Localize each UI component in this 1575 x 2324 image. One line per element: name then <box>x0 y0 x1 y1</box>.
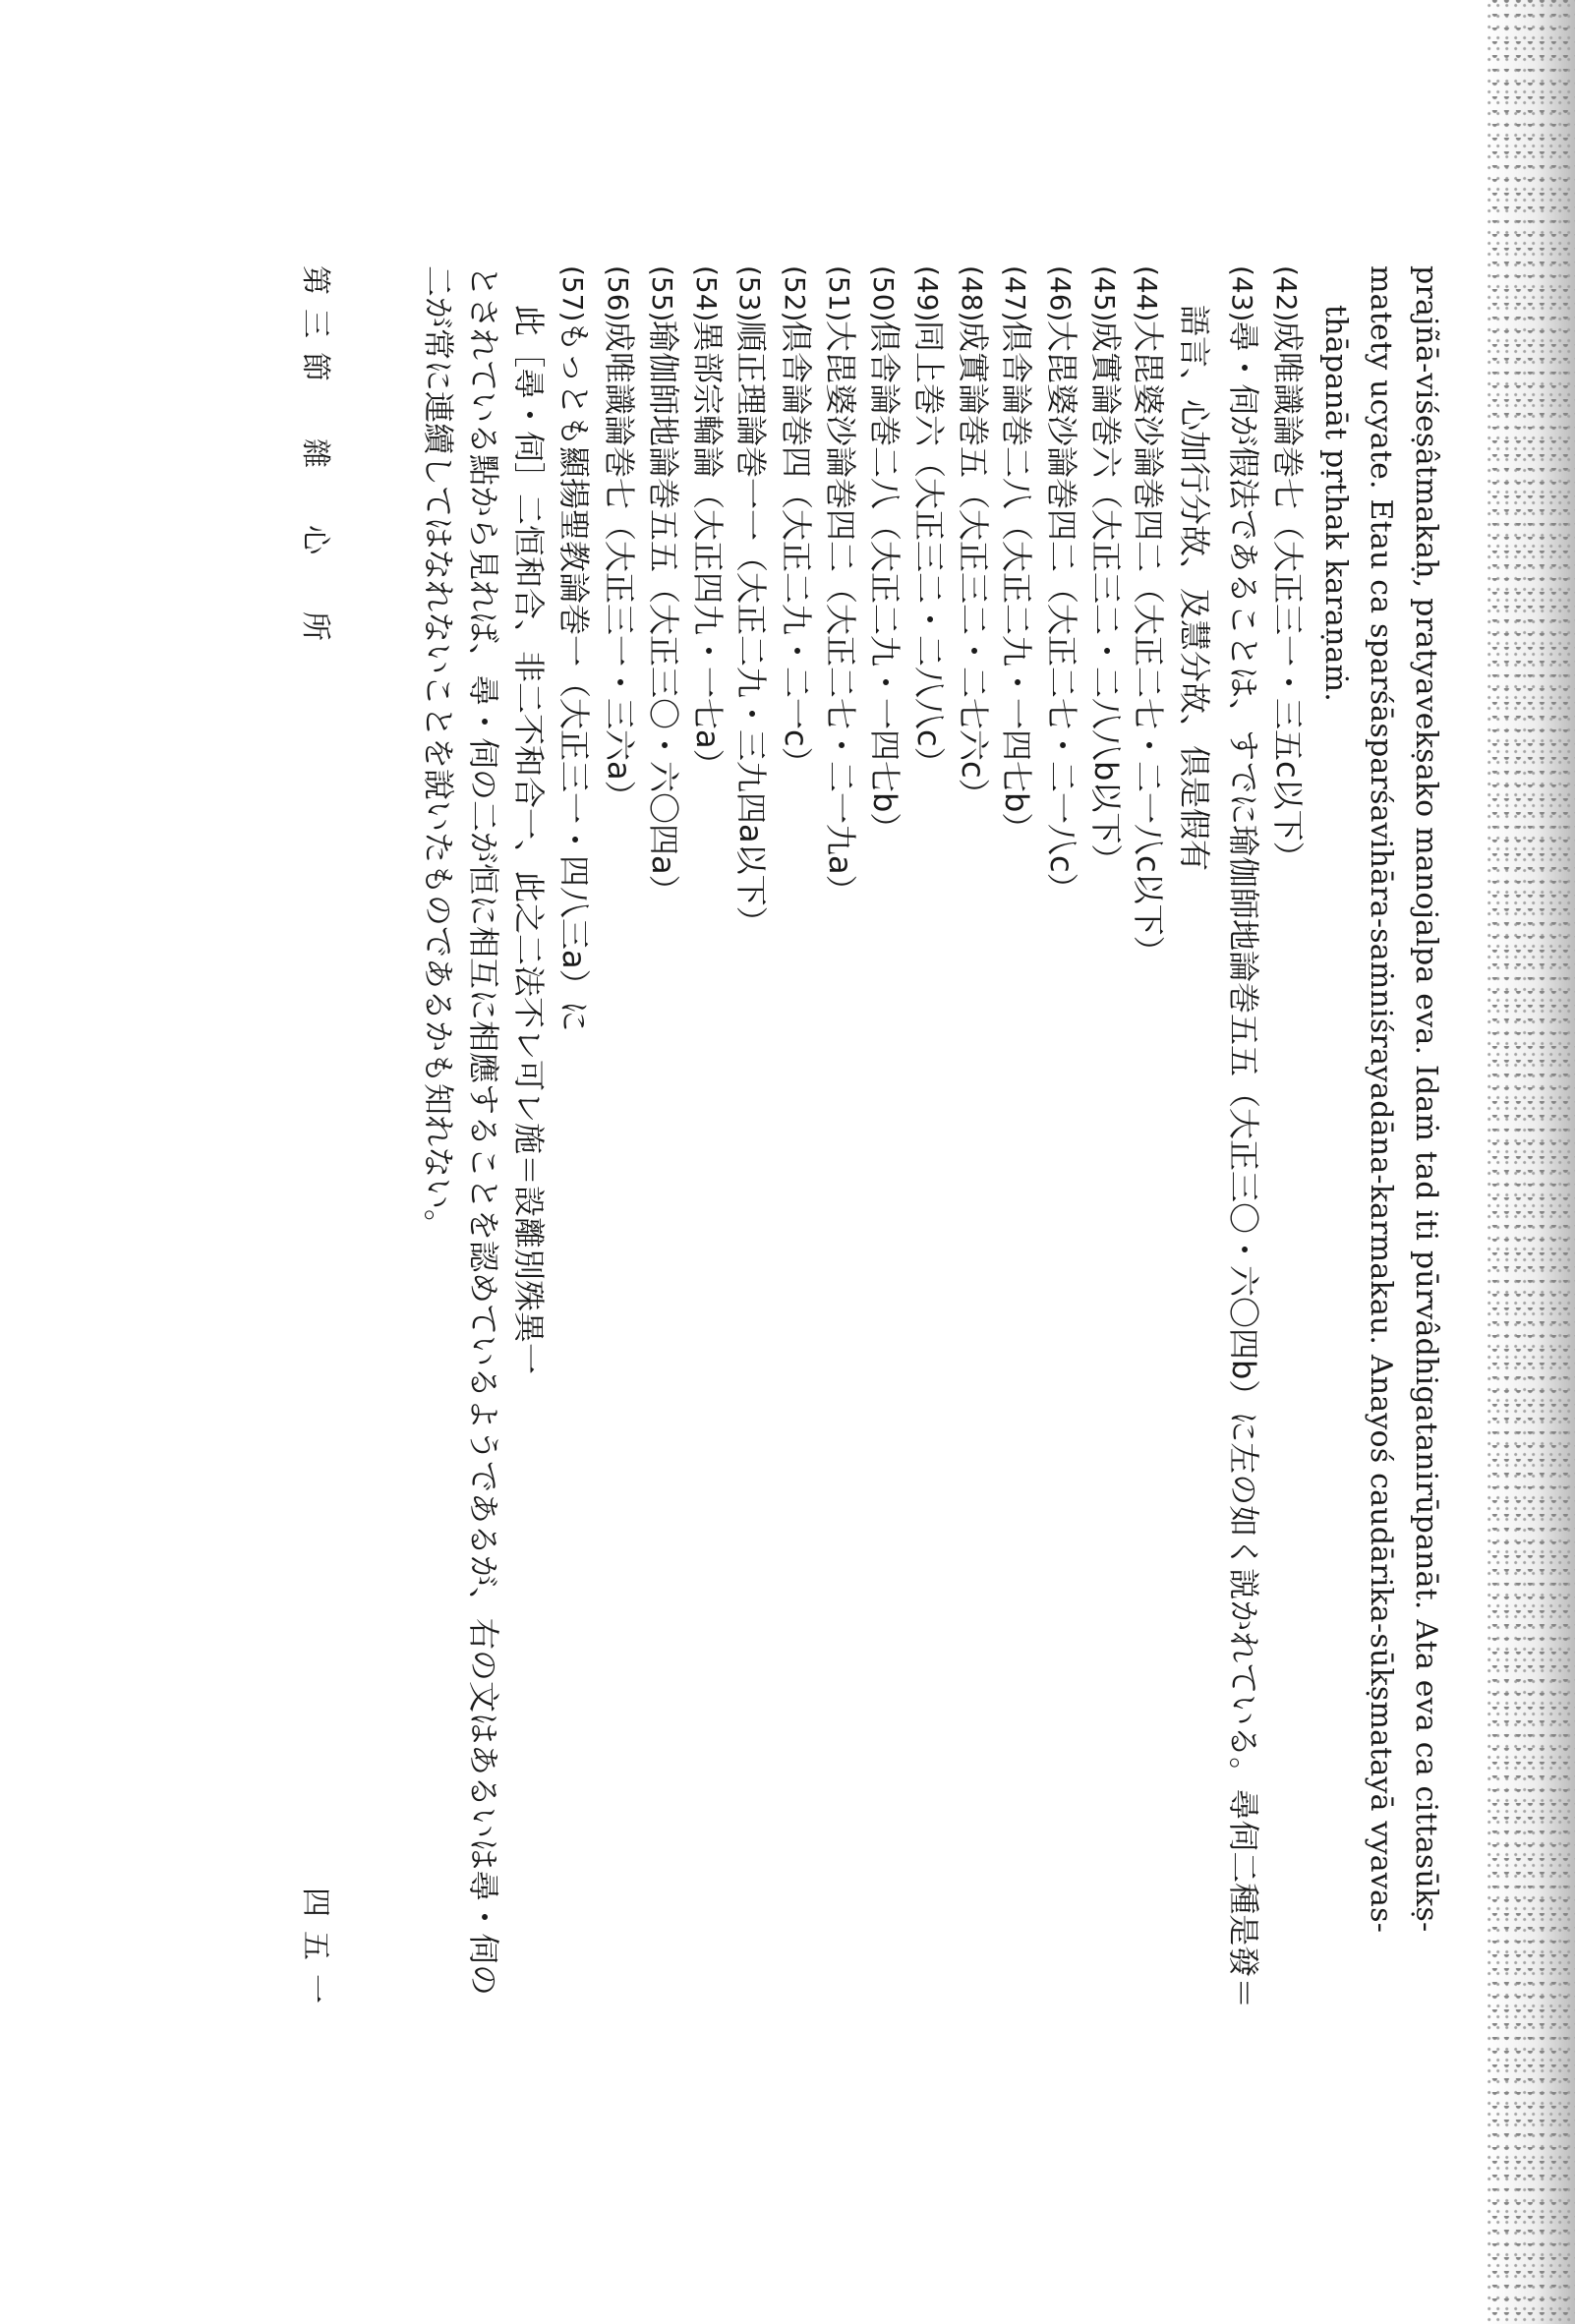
footnote-46 <box>1042 265 1081 904</box>
page-number: 四五一 <box>298 1888 332 2017</box>
footnote-45 <box>1086 265 1126 875</box>
footnote-47 <box>997 265 1036 843</box>
footnote-50 <box>865 265 904 843</box>
footnote-text: 成實論巻六（大正三二・二八八b以下） <box>1087 320 1125 876</box>
footnote-44 <box>1129 265 1168 967</box>
footnote-text: 瑜伽師地論巻五五（大正三〇・六〇四a） <box>645 320 682 906</box>
footnote-42 <box>1268 265 1308 873</box>
footnote-52 <box>777 265 816 779</box>
footnote-number: (47) <box>999 265 1031 322</box>
footnote-text: 成實論巻五（大正三二・二七六c） <box>955 320 992 810</box>
footnote-text: 尋・伺が假法であることは、すでに瑜伽師地論巻五五（大正三〇・六〇四b）に左の如く説かれている。尋伺二種是發＝ <box>1225 320 1262 2009</box>
footnote-51 <box>821 265 860 906</box>
footnote-number: (50) <box>867 265 900 322</box>
footnote-text: 大毘婆沙論巻四二（大正二七・二一八c以下） <box>1130 320 1167 967</box>
latin-line: prajñā-viśeṣâtmakaḥ, pratyavekṣako manojalpa eva. Idaṁ tad iti pūrvâdhigatanirūpanāt. Ata eva ca cittasūkṣ- <box>1409 265 1443 1933</box>
footnote-number: (43) <box>1226 265 1258 322</box>
scan-edge-shadow <box>1487 0 1575 2324</box>
footnote-text: 順正理論巻一一（大正二九・三九四a以下） <box>732 320 770 938</box>
footnote-49 <box>909 265 949 779</box>
footnote-text: 異部宗輪論（大正四九・一七a） <box>689 320 727 781</box>
footnote-number: (42) <box>1270 265 1303 322</box>
footnote-number: (44) <box>1131 265 1163 322</box>
para-line: とされている點から見れば、尋・伺の二が恒に相互に相應することを認めているようであるが、右の文はあるいは尋・伺の <box>465 265 502 1997</box>
quote-line: 此［尋・伺］二恒和合、非二不和合一、此之二法不レ可レ施＝設離別殊異一 <box>510 305 548 1375</box>
footnote-55 <box>644 265 683 906</box>
footnote-text: 倶舎論巻二八（大正二九・一四七b） <box>866 320 904 844</box>
para-line: 二が常に連續してはなれないことを說いたものであるかも知れない。 <box>420 265 457 1242</box>
footnote-48 <box>954 265 993 810</box>
footnote-number: (56) <box>602 265 634 322</box>
section-title: 第三節 雜 心 所 <box>298 265 332 655</box>
footnote-text: 倶舎論巻四（大正二九・二一c） <box>778 320 815 779</box>
footnote-number: (49) <box>911 265 944 322</box>
footnote-43 <box>1224 265 1263 2008</box>
footnote-number: (51) <box>823 265 855 322</box>
latin-line: thāpanāt pṛthak karaṇaṁ. <box>1318 305 1353 702</box>
footnote-number: (55) <box>646 265 678 322</box>
footnote-56 <box>600 265 639 812</box>
footnote-54 <box>688 265 728 781</box>
footnote-number: (57) <box>556 265 589 322</box>
footnote-number: (46) <box>1044 265 1077 322</box>
footnote-number: (48) <box>956 265 988 322</box>
footnote-number: (53) <box>733 265 766 322</box>
footnote-text: 大毘婆沙論巻四二（大正二七・二一九a） <box>822 320 859 906</box>
footnote-text: 成唯識論巻七（大正三一・三六a） <box>601 320 638 812</box>
footnote-43-cont <box>1175 305 1214 871</box>
footnote-number: (54) <box>690 265 723 322</box>
footnote-text: 語言、心加行分故、及慧分故、倶是假有 <box>1176 305 1213 872</box>
footnote-text: 成唯識論巻七（大正三一・三五c以下） <box>1269 320 1307 873</box>
footnote-number: (52) <box>779 265 811 322</box>
footnote-text: もっとも顯揚聖教論巻一（大正三一・四八三a）に <box>555 320 593 1032</box>
footnote-text: 倶舎論巻二八（大正二九・一四七b） <box>998 320 1035 844</box>
footnote-number: (45) <box>1088 265 1121 322</box>
footnote-57 <box>554 265 594 1032</box>
footnote-text: 大毘婆沙論巻四二（大正二七・二一八c） <box>1043 320 1080 904</box>
latin-line: matety ucyate. Etau ca sparśāsparśavihāra-saṁniśrayadāna-karmakau. Anayoś caudārika-sūkṣmatayā vyavas- <box>1364 265 1398 1934</box>
footnote-text: 同上巻六（大正三二・二八八c） <box>910 320 948 779</box>
footnote-53 <box>731 265 771 938</box>
